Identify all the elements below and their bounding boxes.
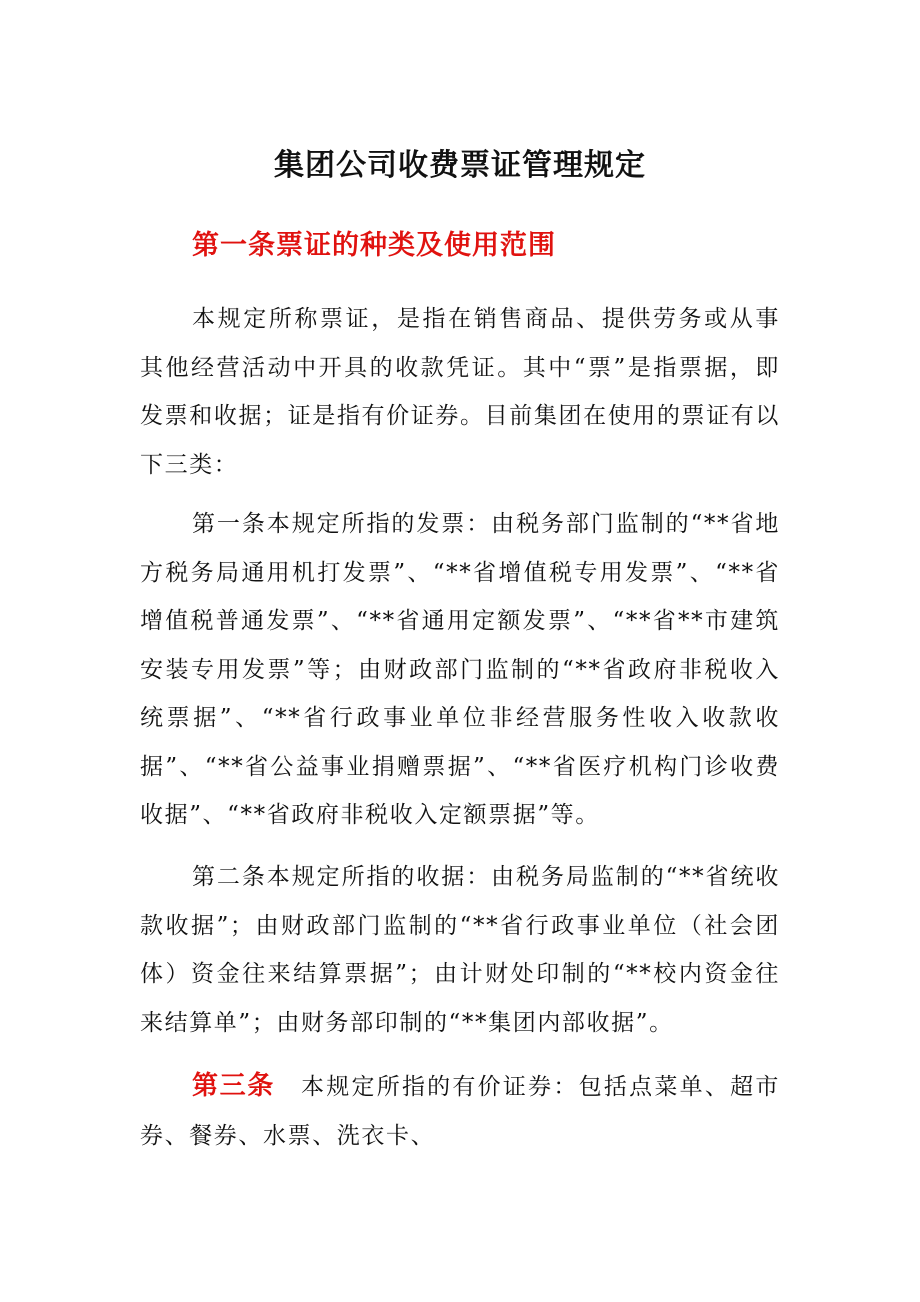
article-three-label: 第三条	[192, 1071, 275, 1101]
paragraph-article-three	[140, 1062, 780, 1160]
paragraph-intro: 本规定所称票证，是指在销售商品、提供劳务或从事其他经营活动中开具的收款凭证。其中“票”是指票据，即发票和收据；证是指有价证券。目前集团在使用的票证有以下三类：	[140, 306, 780, 478]
article-three-text: 本规定所指的有价证券：包括点菜单、超市券、餐券、水票、洗衣卡、	[140, 1074, 780, 1149]
document-title: 集团公司收费票证管理规定	[274, 148, 646, 183]
paragraph-invoices: 第一条本规定所指的发票：由税务部门监制的“**省地方税务局通用机打发票”、“**省增值税专用发票”、“**省增值税普通发票”、“**省通用定额发票”、“**省**市建筑安装专用发票”等；由财政部门监制的“**省政府非税收入统票据”、“**省行政事业单位非经营服务性收入收款收据”、“**省公益事业捐赠票据”、“**省医疗机构门诊收费收据”、“**省政府非税收入定额票据”等。	[140, 511, 780, 828]
paragraph-receipts: 第二条本规定所指的收据：由税务局监制的“**省统收款收据”；由财政部门监制的“**省行政事业单位（社会团体）资金往来结算票据”；由计财处印制的“**校内资金往来结算单”；由财务部印制的“**集团内部收据”。	[140, 864, 780, 1036]
section-heading: 第一条票证的种类及使用范围	[192, 230, 556, 261]
